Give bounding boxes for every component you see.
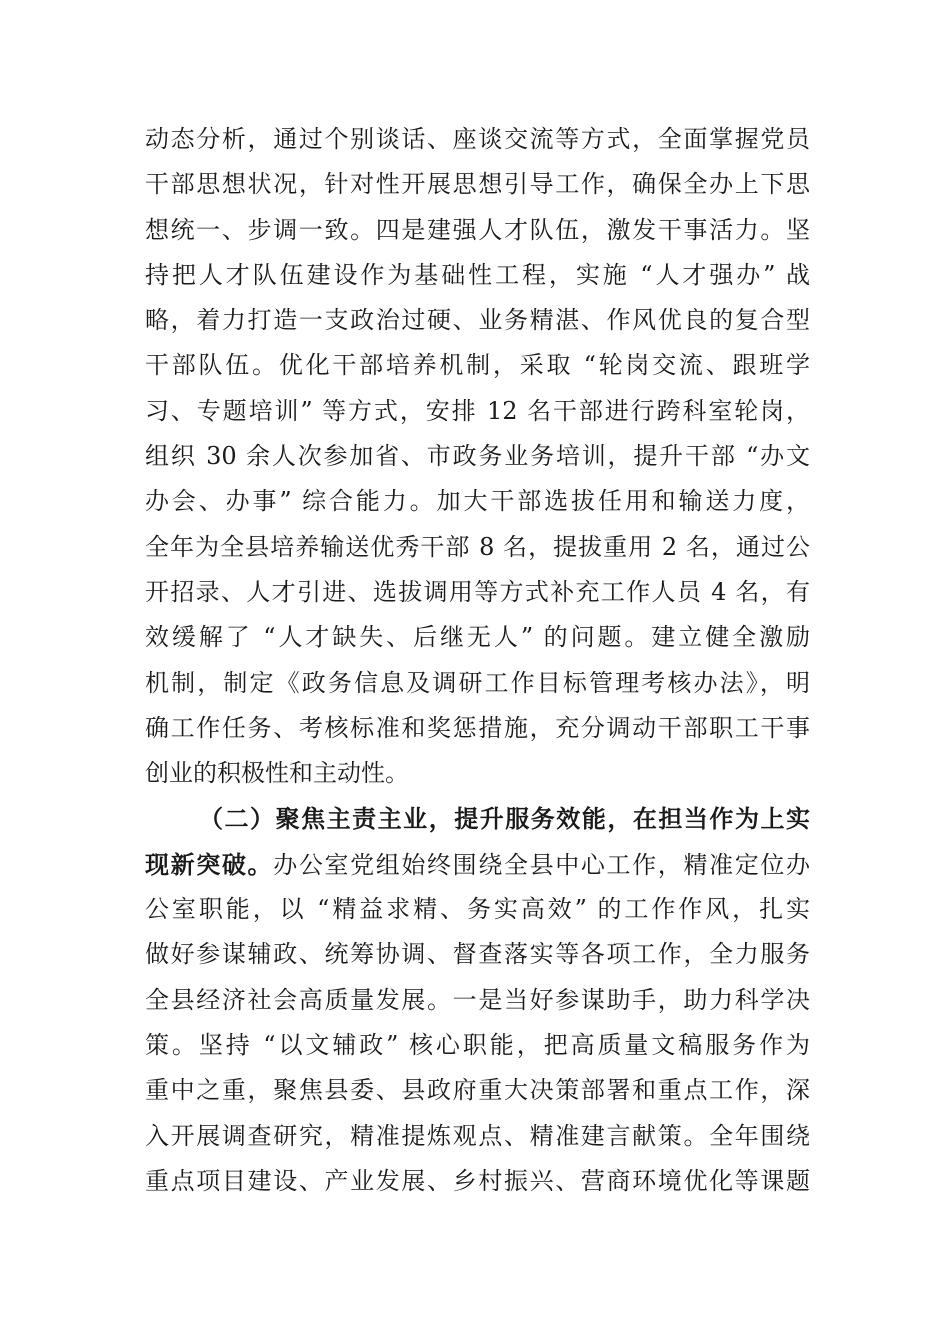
text-line: 机制，制定《政务信息及调研工作目标管理考核办法》，明 (145, 668, 810, 697)
text-line: 想统一、步调一致。四是建强人才队伍，激发干事活力。坚 (145, 215, 810, 244)
text-line: 略，着力打造一支政治过硬、业务精湛、作风优良的复合型 (145, 306, 810, 335)
text-line: 入开展调查研究，精准提炼观点、精准建言献策。全年围绕 (145, 1121, 810, 1150)
text-line: 全县经济社会高质量发展。一是当好参谋助手，助力科学决 (145, 985, 810, 1014)
text-line: 公室职能，以 “精益求精、务实高效” 的工作作风，扎实 (145, 895, 810, 924)
text-line: 创业的积极性和主动性。 (145, 759, 409, 788)
body-text (145, 117, 810, 1204)
text-line: 动态分析，通过个别谈话、座谈交流等方式，全面掌握党员 (145, 125, 810, 153)
text-line: 策。坚持 “以文辅政” 核心职能，把高质量文稿服务作为 (145, 1030, 810, 1059)
text-line: 做好参谋辅政、统筹协调、督查落实等各项工作，全力服务 (145, 940, 810, 969)
text-line: 确工作任务、考核标准和奖惩措施，充分调动干部职工干事 (145, 713, 810, 742)
section-heading-end: 现新突破。 (145, 849, 274, 879)
text-line: 重中之重，聚焦县委、县政府重大决策部署和重点工作，深 (145, 1076, 810, 1105)
text-line-rest: 办公室党组始终围绕全县中心工作，精准定位办 (273, 850, 810, 879)
text-line: 习、专题培训” 等方式，安排 12 名干部进行跨科室轮岗， (145, 396, 810, 425)
text-line: 干部队伍。优化干部培养机制，采取 “轮岗交流、跟班学 (145, 351, 810, 380)
text-line (145, 842, 810, 887)
text-line: 持把人才队伍建设作为基础性工程，实施 “人才强办” 战 (145, 260, 810, 289)
text-line: 干部思想状况，针对性开展思想引导工作，确保全办上下思 (145, 170, 810, 199)
text-line: 全年为全县培养输送优秀干部 8 名，提拔重用 2 名，通过公 (145, 532, 810, 561)
text-line: 开招录、人才引进、选拔调用等方式补充工作人员 4 名，有 (145, 577, 810, 606)
text-line: 重点项目建设、产业发展、乡村振兴、营商环境优化等课题 (145, 1166, 810, 1195)
text-line: 办会、办事” 综合能力。加大干部选拔任用和输送力度， (145, 487, 810, 516)
text-line: 组织 30 余人次参加省、市政务业务培训，提升干部 “办文 (145, 442, 810, 471)
text-line: 效缓解了 “人才缺失、后继无人” 的问题。建立健全激励 (145, 623, 810, 652)
section-heading-line: （二）聚焦主责主业，提升服务效能，在担当作为上实 (199, 804, 810, 834)
